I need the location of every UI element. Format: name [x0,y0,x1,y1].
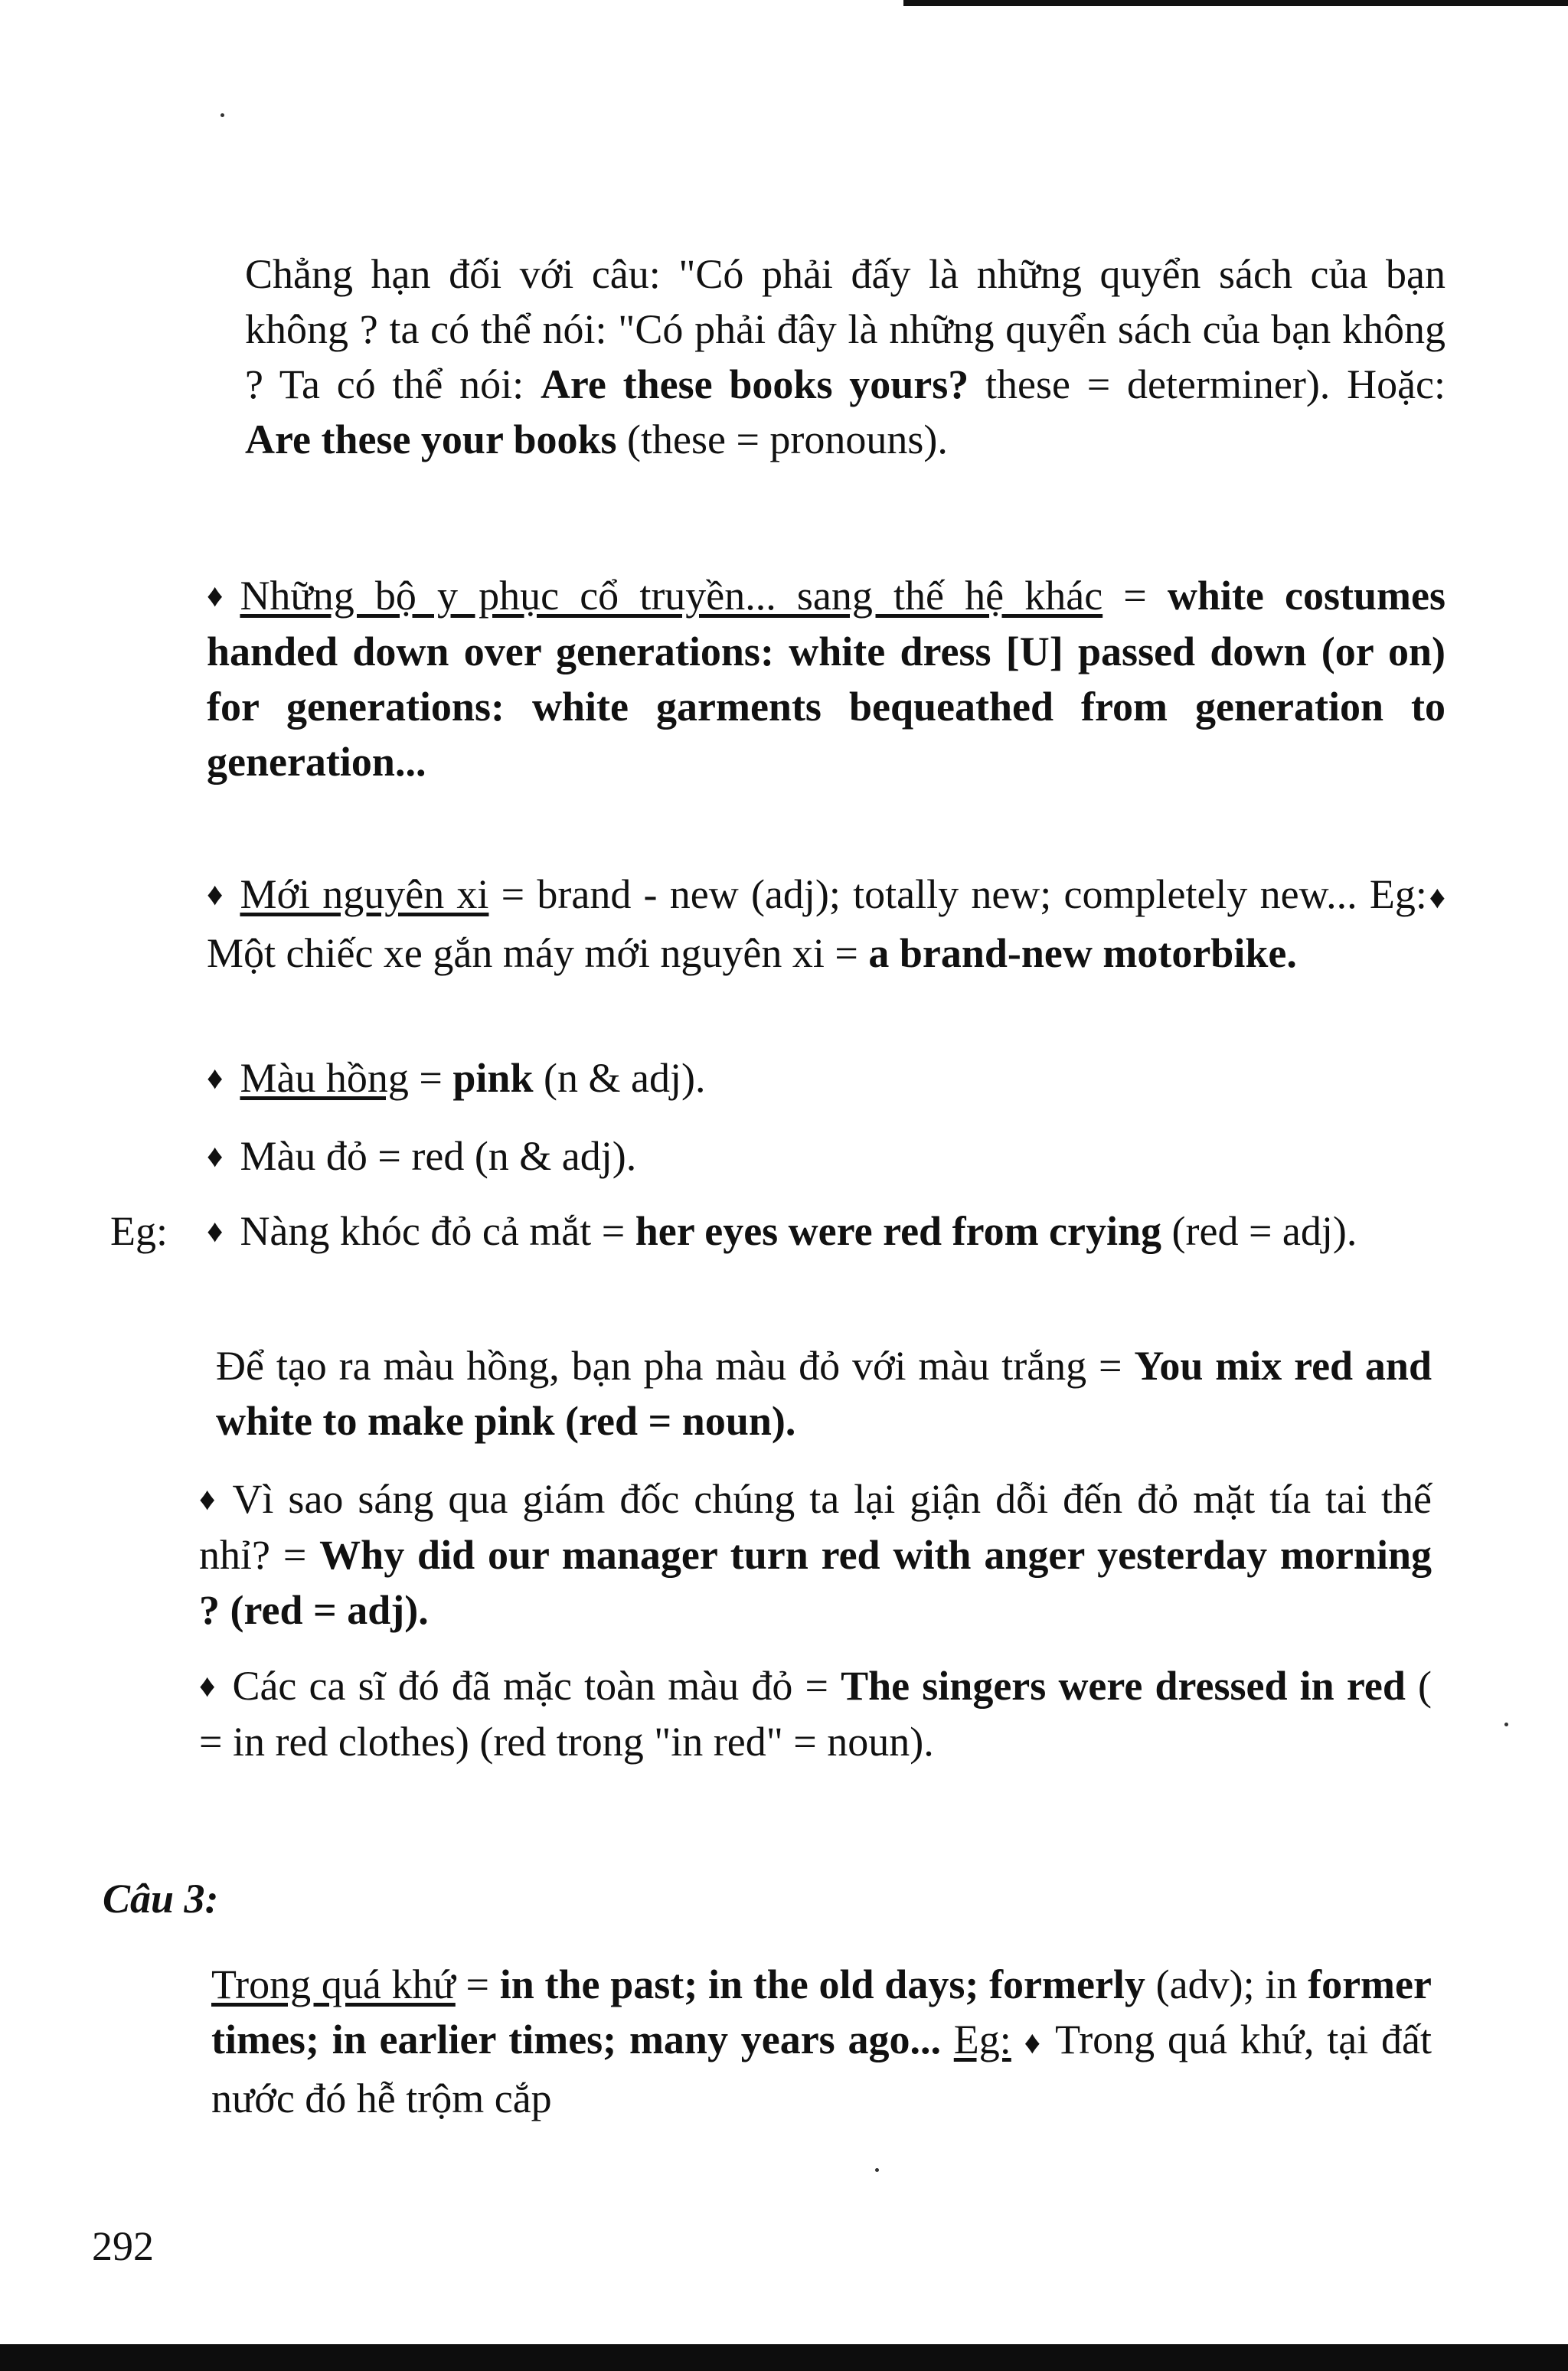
text: = brand - new (adj); totally new; completely new... Eg: [488,871,1427,917]
underlined-term: Mới nguyên xi [240,871,489,917]
bold-text: in the past; in the old days; formerly [499,1961,1145,2007]
text: Nàng khóc đỏ cả mắt = [240,1208,635,1254]
bold-text: Are these books yours? [540,361,969,407]
eg-label: Eg: [110,1208,168,1254]
text: these = determiner). Hoặc: [969,361,1446,407]
scan-speck [220,113,224,117]
vocab-item-brand-new [207,867,1446,981]
text: (red = adj). [1161,1208,1357,1254]
text [1011,2017,1024,2062]
text: Màu đỏ = red (n & adj). [240,1133,637,1179]
bold-text: former times; in earlier times; many years ago... [211,1961,1432,2062]
example-mix-pink [216,1338,1432,1448]
bullet-icon: ♦ [207,579,224,614]
past-paragraph [211,1957,1432,2126]
bullet-icon: ♦ [207,1061,224,1096]
text: Để tạo ra màu hồng, bạn pha màu đỏ với màu trắng = [216,1343,1135,1389]
scan-speck [1504,1723,1508,1726]
bullet-icon: ♦ [207,1214,224,1249]
underlined-term: Những bộ y phục cổ truyền... sang thế hệ khác [240,573,1103,619]
text: Trong quá khứ, tại đất nước đó hễ trộm cắp [211,2017,1432,2121]
example-manager-anger [199,1471,1432,1638]
example-singers-red [199,1658,1432,1769]
text: Vì sao sáng qua giám đốc chúng ta lại giận dỗi đến đỏ mặt tía tai thế nhỉ? = [199,1476,1432,1578]
bottom-scan-edge [0,2344,1568,2371]
text: = [455,1961,500,2007]
bullet-icon: ♦ [207,1139,224,1174]
bullet-icon: ♦ [1024,2026,1044,2061]
section-heading: Câu 3: [103,1876,219,1922]
text: (these = pronouns). [616,416,948,462]
text: ( = in red clothes) (red trong "in red" = noun). [199,1663,1432,1765]
underlined-term: Màu hồng [240,1055,409,1101]
top-scan-edge [903,0,1568,6]
bold-text: pink [452,1055,534,1101]
bullet-icon: ♦ [199,1482,216,1517]
bold-text: You mix red and white to make pink (red = noun). [216,1343,1432,1444]
example-crying [207,1203,1432,1259]
vocab-item-costumes [207,568,1446,789]
bullet-icon: ♦ [199,1669,216,1704]
text: Một chiếc xe gắn máy mới nguyên xi = [207,930,869,976]
text: = [1102,573,1168,619]
underlined-term: Eg: [953,2017,1011,2062]
text: = [408,1055,453,1101]
text: (n & adj). [533,1055,706,1101]
bullet-icon: ♦ [207,877,224,913]
bold-text: her eyes were red from crying [635,1208,1162,1254]
bold-text: a brand-new motorbike. [868,930,1297,976]
vocab-item-pink [207,1050,1446,1106]
bold-text: Why did our manager turn red with anger yesterday morning ? (red = adj). [199,1532,1432,1633]
bold-text: white costumes handed down over generations: white dress [U] passed down (or on) for generations: white garments bequeathed from generation to generation... [207,573,1446,785]
vocab-item-red [207,1128,1446,1184]
bold-text: The singers were dressed in red [841,1663,1406,1709]
intro-paragraph [245,247,1446,467]
scan-speck [875,2168,879,2172]
bold-text: Are these your books [245,416,617,462]
text [941,2017,954,2062]
text: Các ca sĩ đó đã mặc toàn màu đỏ = [232,1663,841,1709]
bullet-icon: ♦ [1426,880,1446,916]
text: Chẳng hạn đối với câu: "Có phải đấy là những quyển sách của bạn không ? ta có thể nói: "Có phải đây là những quyển sách của bạn không ? Ta có thể nói: [245,251,1446,407]
text: (adv); in [1145,1961,1308,2007]
underlined-term: Trong quá khứ [211,1961,456,2007]
page-number: 292 [92,2223,154,2269]
